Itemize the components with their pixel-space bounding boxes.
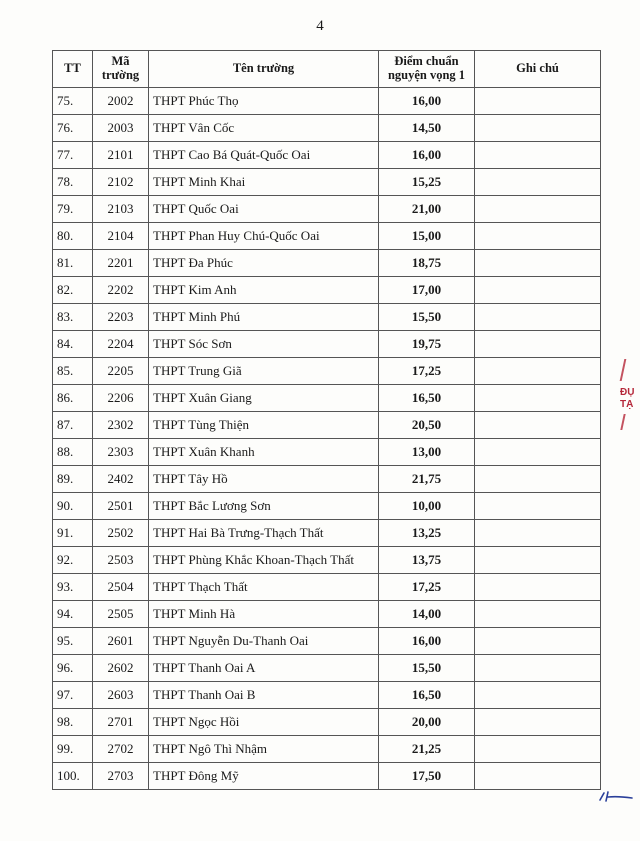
cutoff-score: 17,00	[379, 277, 475, 304]
row-number: 80.	[53, 223, 93, 250]
header-school-name: Tên trường	[149, 51, 379, 88]
note-cell	[475, 547, 601, 574]
school-code: 2703	[93, 763, 149, 790]
signature-mark	[598, 790, 634, 804]
school-name: THPT Ngọc Hồi	[149, 709, 379, 736]
cutoff-score: 17,25	[379, 574, 475, 601]
stamp-stroke-bottom	[620, 414, 635, 430]
cutoff-score: 16,50	[379, 385, 475, 412]
cutoff-score: 13,00	[379, 439, 475, 466]
school-name: THPT Xuân Giang	[149, 385, 379, 412]
school-code: 2101	[93, 142, 149, 169]
table-row	[53, 439, 601, 466]
school-code: 2003	[93, 115, 149, 142]
school-code: 2204	[93, 331, 149, 358]
table-row	[53, 358, 601, 385]
header-school-code	[93, 51, 149, 88]
row-number: 98.	[53, 709, 93, 736]
cutoff-score: 16,50	[379, 682, 475, 709]
cutoff-score: 18,75	[379, 250, 475, 277]
school-code: 2103	[93, 196, 149, 223]
table-row	[53, 223, 601, 250]
row-number: 90.	[53, 493, 93, 520]
header-tt: TT	[53, 51, 93, 88]
school-code: 2205	[93, 358, 149, 385]
cutoff-score: 17,50	[379, 763, 475, 790]
note-cell	[475, 223, 601, 250]
table-row	[53, 142, 601, 169]
school-name: THPT Thanh Oai A	[149, 655, 379, 682]
note-cell	[475, 331, 601, 358]
table-row	[53, 277, 601, 304]
note-cell	[475, 412, 601, 439]
school-name: THPT Minh Khai	[149, 169, 379, 196]
cutoff-score: 19,75	[379, 331, 475, 358]
note-cell	[475, 196, 601, 223]
note-cell	[475, 304, 601, 331]
school-name: THPT Sóc Sơn	[149, 331, 379, 358]
stamp-text-line1: ĐỤ	[620, 387, 635, 398]
table-row	[53, 169, 601, 196]
table-row	[53, 385, 601, 412]
school-code: 2203	[93, 304, 149, 331]
header-note: Ghi chú	[475, 51, 601, 88]
note-cell	[475, 250, 601, 277]
note-cell	[475, 385, 601, 412]
table-row	[53, 88, 601, 115]
row-number: 100.	[53, 763, 93, 790]
row-number: 82.	[53, 277, 93, 304]
school-name: THPT Thạch Thất	[149, 574, 379, 601]
school-name: THPT Kim Anh	[149, 277, 379, 304]
row-number: 96.	[53, 655, 93, 682]
row-number: 88.	[53, 439, 93, 466]
school-name: THPT Tùng Thiện	[149, 412, 379, 439]
school-name: THPT Phan Huy Chú-Quốc Oai	[149, 223, 379, 250]
table-row	[53, 331, 601, 358]
row-number: 84.	[53, 331, 93, 358]
school-name: THPT Xuân Khanh	[149, 439, 379, 466]
page-number: 4	[316, 18, 324, 34]
cutoff-score: 15,25	[379, 169, 475, 196]
note-cell	[475, 520, 601, 547]
note-cell	[475, 88, 601, 115]
stamp-stroke-top	[620, 359, 637, 381]
school-name: THPT Vân Cốc	[149, 115, 379, 142]
note-cell	[475, 277, 601, 304]
school-code: 2501	[93, 493, 149, 520]
table-row	[53, 655, 601, 682]
table-row	[53, 493, 601, 520]
school-name: THPT Cao Bá Quát-Quốc Oai	[149, 142, 379, 169]
school-name: THPT Đa Phúc	[149, 250, 379, 277]
school-name: THPT Hai Bà Trưng-Thạch Thất	[149, 520, 379, 547]
row-number: 87.	[53, 412, 93, 439]
note-cell	[475, 358, 601, 385]
cutoff-score: 20,50	[379, 412, 475, 439]
school-code: 2601	[93, 628, 149, 655]
school-code: 2702	[93, 736, 149, 763]
row-number: 83.	[53, 304, 93, 331]
cutoff-score: 16,00	[379, 628, 475, 655]
row-number: 75.	[53, 88, 93, 115]
school-code: 2502	[93, 520, 149, 547]
row-number: 95.	[53, 628, 93, 655]
school-code: 2202	[93, 277, 149, 304]
school-name: THPT Minh Phú	[149, 304, 379, 331]
school-code: 2402	[93, 466, 149, 493]
school-name: THPT Đông Mỹ	[149, 763, 379, 790]
table-row	[53, 304, 601, 331]
admission-score-table	[52, 50, 601, 790]
table-row	[53, 115, 601, 142]
row-number: 76.	[53, 115, 93, 142]
table-body	[53, 88, 601, 790]
note-cell	[475, 709, 601, 736]
note-cell	[475, 574, 601, 601]
note-cell	[475, 493, 601, 520]
table-row	[53, 574, 601, 601]
row-number: 97.	[53, 682, 93, 709]
school-name: THPT Nguyễn Du-Thanh Oai	[149, 628, 379, 655]
stamp-text-line2: TẠ	[620, 398, 634, 410]
row-number: 89.	[53, 466, 93, 493]
table-row	[53, 736, 601, 763]
table-row	[53, 763, 601, 790]
row-number: 85.	[53, 358, 93, 385]
header-score-line1: Điểm chuẩn	[394, 54, 459, 69]
school-name: THPT Bắc Lương Sơn	[149, 493, 379, 520]
cutoff-score: 13,75	[379, 547, 475, 574]
row-number: 94.	[53, 601, 93, 628]
school-name: THPT Phùng Khắc Khoan-Thạch Thất	[149, 547, 379, 574]
school-name: THPT Trung Giã	[149, 358, 379, 385]
note-cell	[475, 142, 601, 169]
school-code: 2303	[93, 439, 149, 466]
row-number: 86.	[53, 385, 93, 412]
row-number: 77.	[53, 142, 93, 169]
row-number: 81.	[53, 250, 93, 277]
cutoff-score: 21,00	[379, 196, 475, 223]
cutoff-score: 20,00	[379, 709, 475, 736]
school-name: THPT Minh Hà	[149, 601, 379, 628]
school-name: THPT Ngô Thì Nhậm	[149, 736, 379, 763]
table-row	[53, 682, 601, 709]
row-number: 93.	[53, 574, 93, 601]
table-row	[53, 250, 601, 277]
school-name: THPT Thanh Oai B	[149, 682, 379, 709]
row-number: 78.	[53, 169, 93, 196]
cutoff-score: 16,00	[379, 88, 475, 115]
school-code: 2206	[93, 385, 149, 412]
cutoff-score: 15,50	[379, 655, 475, 682]
table-header-row	[53, 51, 601, 88]
margin-stamp	[620, 355, 640, 436]
table-row	[53, 547, 601, 574]
school-code: 2102	[93, 169, 149, 196]
school-code: 2602	[93, 655, 149, 682]
table-row	[53, 196, 601, 223]
table-row	[53, 628, 601, 655]
school-name: THPT Phúc Thọ	[149, 88, 379, 115]
note-cell	[475, 628, 601, 655]
table-row	[53, 709, 601, 736]
note-cell	[475, 115, 601, 142]
note-cell	[475, 736, 601, 763]
note-cell	[475, 439, 601, 466]
cutoff-score: 15,50	[379, 304, 475, 331]
header-score	[379, 51, 475, 88]
row-number: 99.	[53, 736, 93, 763]
row-number: 92.	[53, 547, 93, 574]
school-code: 2104	[93, 223, 149, 250]
school-name: THPT Quốc Oai	[149, 196, 379, 223]
school-code: 2505	[93, 601, 149, 628]
table-row	[53, 601, 601, 628]
cutoff-score: 13,25	[379, 520, 475, 547]
school-code: 2504	[93, 574, 149, 601]
cutoff-score: 21,25	[379, 736, 475, 763]
school-code: 2002	[93, 88, 149, 115]
note-cell	[475, 601, 601, 628]
school-code: 2201	[93, 250, 149, 277]
note-cell	[475, 682, 601, 709]
table-row	[53, 466, 601, 493]
school-code: 2503	[93, 547, 149, 574]
school-code: 2701	[93, 709, 149, 736]
school-code: 2603	[93, 682, 149, 709]
row-number: 91.	[53, 520, 93, 547]
cutoff-score: 17,25	[379, 358, 475, 385]
note-cell	[475, 466, 601, 493]
cutoff-score: 10,00	[379, 493, 475, 520]
cutoff-score: 14,50	[379, 115, 475, 142]
table-row	[53, 412, 601, 439]
school-code: 2302	[93, 412, 149, 439]
school-name: THPT Tây Hồ	[149, 466, 379, 493]
note-cell	[475, 655, 601, 682]
cutoff-score: 15,00	[379, 223, 475, 250]
header-score-line2: nguyện vọng 1	[387, 68, 466, 82]
row-number: 79.	[53, 196, 93, 223]
header-code-line1: Mã	[111, 54, 130, 69]
note-cell	[475, 169, 601, 196]
table-row	[53, 520, 601, 547]
cutoff-score: 16,00	[379, 142, 475, 169]
note-cell	[475, 763, 601, 790]
cutoff-score: 21,75	[379, 466, 475, 493]
header-code-line2: trường	[101, 68, 140, 82]
cutoff-score: 14,00	[379, 601, 475, 628]
